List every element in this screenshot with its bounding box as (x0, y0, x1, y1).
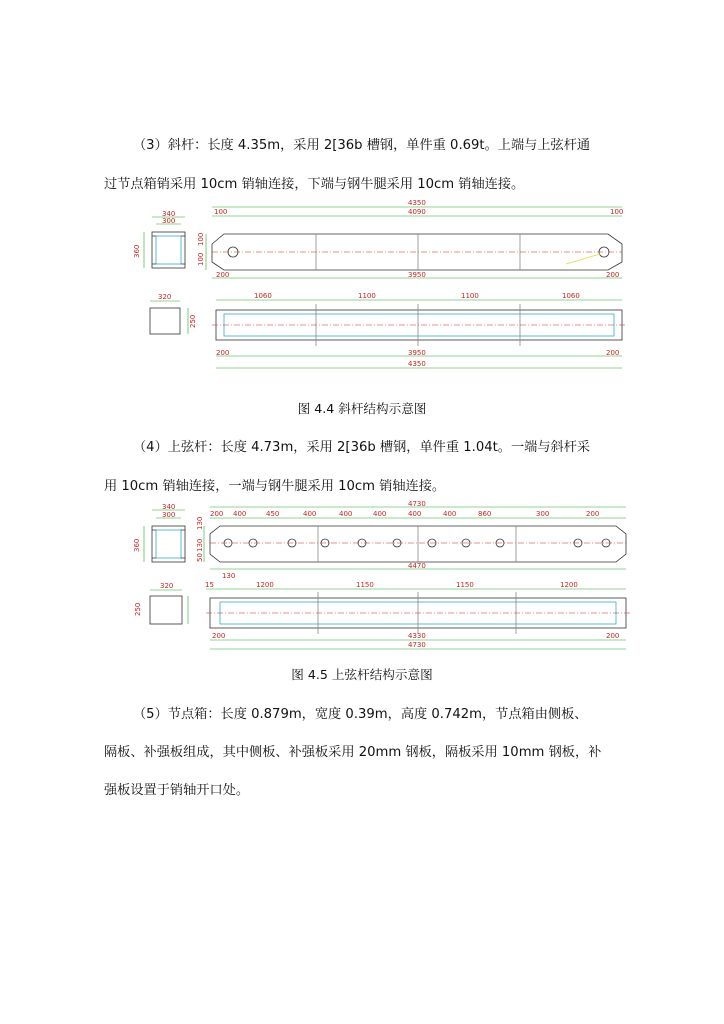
fig45-plan-top-3: 1150 (356, 581, 374, 589)
fig44-mid-left: 200 (216, 271, 230, 279)
fig44-plan-section (150, 308, 180, 334)
fig45-top-9: 860 (478, 510, 492, 518)
fig45-plan-top-5: 1200 (560, 581, 578, 589)
fig44-top-total: 4350 (408, 199, 426, 207)
fig45-plan-top-1: 15 (205, 581, 214, 589)
fig44-sec-dim-1: 340 (162, 210, 176, 218)
fig44-plan-sec-dim-1: 320 (158, 293, 172, 301)
paragraph-5-line-1: （5）节点箱：长度 0.879m，宽度 0.39m，高度 0.742m，节点箱由侧板、 (133, 707, 588, 722)
fig44-top-mid: 4090 (408, 208, 426, 216)
fig45-bottom-1: 130 (222, 572, 236, 580)
paragraph-5-line-2: 隔板、补强板组成，其中侧板、补强板采用 20mm 钢板，隔板采用 10mm 钢板，补 (104, 745, 602, 760)
fig45-plan-bot-2: 4330 (408, 632, 426, 640)
fig45-bottom-2: 4470 (408, 562, 426, 570)
fig45-plan-section (150, 596, 182, 624)
fig45-left-2: 130 (196, 538, 204, 552)
fig45-plan-sec-dim-1: 320 (160, 582, 174, 590)
fig44-plan-bot-2: 3950 (408, 349, 426, 357)
fig45-top-7: 400 (408, 510, 422, 518)
fig44-plan-bot-3: 200 (606, 349, 620, 357)
paragraph-3-line-2: 过节点箱销采用 10cm 销轴连接，下端与钢牛腿采用 10cm 销轴连接。 (104, 177, 525, 192)
figure-4-4-caption: 图 4.4 斜杆结构示意图 (297, 401, 427, 416)
paragraph-4-line-2: 用 10cm 销轴连接，一端与钢牛腿采用 10cm 销轴连接。 (104, 479, 446, 494)
fig45-plan-sec-dim-2: 250 (134, 602, 142, 616)
fig45-top-2: 400 (233, 510, 247, 518)
paragraph-5-line-3: 强板设置于销轴开口处。 (104, 783, 250, 798)
fig45-sec-dim-1: 340 (162, 503, 176, 511)
fig44-plan-bot-4: 4350 (408, 360, 426, 368)
fig45-cross-section (152, 526, 185, 562)
fig45-top-1: 200 (210, 510, 224, 518)
fig45-left-3: 50 (196, 553, 204, 562)
fig44-elevation (212, 234, 622, 270)
paragraph-3-line-1: （3）斜杆：长度 4.35m，采用 2[36b 槽钢，单件重 0.69t。上端与上弦杆通 (133, 138, 591, 153)
fig44-sec-dim-2: 300 (162, 217, 176, 225)
fig44-plan-top-4: 1060 (562, 292, 580, 300)
fig45-top-6: 400 (373, 510, 387, 518)
fig44-mid-mid: 3950 (408, 271, 426, 279)
fig44-left-dim-2: 100 (197, 252, 205, 266)
fig45-top-3: 450 (266, 510, 280, 518)
fig44-plan-top-3: 1100 (461, 292, 479, 300)
fig44-top-right: 100 (610, 208, 624, 216)
fig44-left-dim-1: 100 (197, 232, 205, 246)
paragraph-4-line-1: （4）上弦杆：长度 4.73m，采用 2[36b 槽钢，单件重 1.04t。一端与斜杆采 (133, 440, 591, 455)
fig44-plan-top-2: 1100 (358, 292, 376, 300)
fig45-plan-bot-4: 4730 (408, 641, 426, 649)
fig45-plan-top-2: 1200 (256, 581, 274, 589)
fig45-plan-bot-3: 200 (606, 632, 620, 640)
fig45-top-10: 300 (536, 510, 550, 518)
fig44-sec-dim-3: 360 (133, 244, 141, 258)
fig44-top-left: 100 (214, 208, 228, 216)
fig45-top-total: 4730 (408, 500, 426, 508)
fig45-sec-dim-3: 360 (133, 538, 141, 552)
fig45-top-8: 400 (443, 510, 457, 518)
fig45-plan-top-4: 1150 (456, 581, 474, 589)
fig44-cross-section (152, 232, 185, 268)
fig45-top-11: 200 (586, 510, 600, 518)
fig45-top-4: 400 (303, 510, 317, 518)
fig45-left-1: 130 (196, 516, 204, 530)
fig45-plan-bot-1: 200 (212, 632, 226, 640)
fig44-mid-right: 200 (606, 271, 620, 279)
fig44-plan-top-1: 1060 (254, 292, 272, 300)
fig45-elevation (210, 526, 626, 562)
fig45-sec-dim-2: 300 (162, 511, 176, 519)
fig44-plan-sec-dim-2: 250 (189, 314, 197, 328)
fig45-top-5: 400 (339, 510, 353, 518)
fig44-plan-bot-1: 200 (216, 349, 230, 357)
figure-4-5-caption: 图 4.5 上弦杆结构示意图 (291, 667, 433, 682)
